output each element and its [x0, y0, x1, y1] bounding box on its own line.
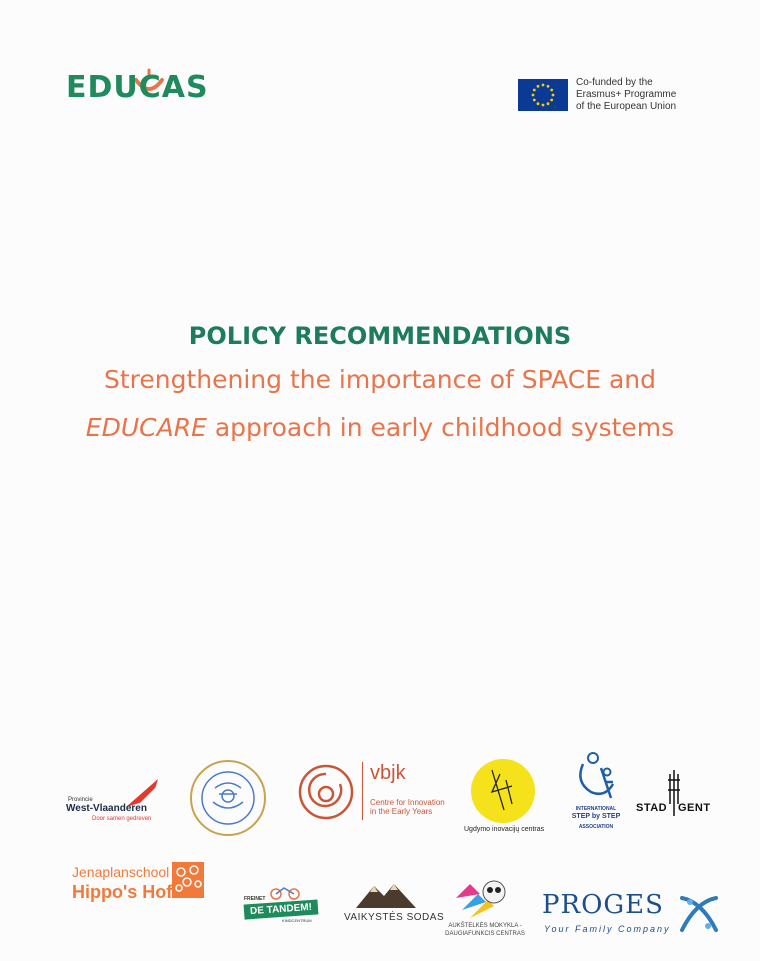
west-vlaanderen-small: Provincie: [68, 797, 93, 803]
vbjk-spiral-icon: [298, 760, 358, 824]
eu-line-1: Co-funded by the: [576, 77, 653, 88]
west-vlaanderen-tagline: Door samen gedreven: [92, 816, 152, 822]
step-by-step-logo: [568, 752, 624, 836]
vaikystes-name: VAIKYSTĖS SODAS: [344, 912, 445, 923]
step-line-1: INTERNATIONAL: [575, 806, 617, 812]
subtitle-line-2: [0, 404, 760, 452]
de-tandem-bike-icon: [268, 882, 302, 900]
eu-line-3: of the European Union: [576, 101, 677, 112]
subtitle: [0, 356, 760, 452]
aukstelkes-line-2: DAUGIAFUNKCIS CENTRAS: [445, 931, 525, 937]
west-vlaanderen-logo: [66, 775, 166, 825]
proges-logo: [542, 890, 732, 940]
ugdymo-logo: [462, 758, 552, 836]
west-vlaanderen-name: West-Vlaanderen: [66, 803, 147, 814]
proges-name: PROGES: [542, 890, 664, 920]
aukstelkes-owl-icon: [454, 876, 514, 920]
aukstelkes-line-1: AUKŠTELKĖS MOKYKLA -: [448, 923, 522, 929]
vaikystes-mountains-icon: [356, 882, 416, 908]
ugdymo-sun-icon: [468, 758, 538, 824]
page-title: POLICY RECOMMENDATIONS: [188, 322, 572, 350]
ugdymo-name: Ugdymo inovacijų centras: [464, 826, 545, 833]
jenaplan-flowers-icon: [172, 862, 204, 898]
vbjk-name: vbjk: [370, 762, 406, 784]
proges-knot-icon: [676, 892, 724, 936]
vbjk-sub-2: in the Early Years: [370, 807, 433, 816]
vaikystes-sodas-logo: [344, 882, 445, 926]
educas-wordmark: EDUCAS: [66, 70, 209, 105]
subtitle-educare: EDUCARE: [85, 413, 207, 442]
de-tandem-sub: KINDCENTRUM: [282, 918, 312, 923]
educas-logo: [66, 66, 256, 110]
stad-gent-name-1: STAD: [636, 802, 668, 814]
de-tandem-logo: [244, 882, 324, 926]
stad-gent-logo: [636, 768, 716, 818]
step-by-step-figures-icon: [571, 752, 621, 802]
vbjk-divider: [362, 762, 363, 820]
subtitle-line-1: Strengthening the importance of SPACE and: [103, 365, 656, 394]
aukstelkes-logo: [440, 876, 530, 942]
de-tandem-name: DE TANDEM!: [244, 899, 319, 919]
vbjk-logo: [298, 760, 458, 824]
eu-line-2: Erasmus+ Programme: [576, 89, 677, 100]
stad-gent-name-2: GENT: [678, 802, 711, 814]
jenaplan-line-1: Jenaplanschool: [72, 864, 170, 880]
step-line-2: STEP by STEP: [571, 813, 621, 820]
subtitle-line-2-rest: approach in early childhood systems: [206, 413, 675, 442]
proges-tagline: Your Family Company: [544, 924, 671, 934]
eu-cofunded-text: [576, 77, 698, 113]
jenaplan-line-2: Hippo's Hof: [72, 882, 173, 902]
title-block: [0, 318, 760, 452]
eu-flag-icon: [518, 79, 568, 111]
de-tandem-small: FREINET: [244, 896, 266, 902]
jenaplan-logo: [72, 862, 212, 906]
eu-cofunded-badge: [518, 77, 698, 113]
university-seal-icon: [187, 758, 269, 838]
step-line-3: ASSOCIATION: [578, 824, 614, 830]
vbjk-sub-1: Centre for Innovation: [370, 798, 445, 807]
